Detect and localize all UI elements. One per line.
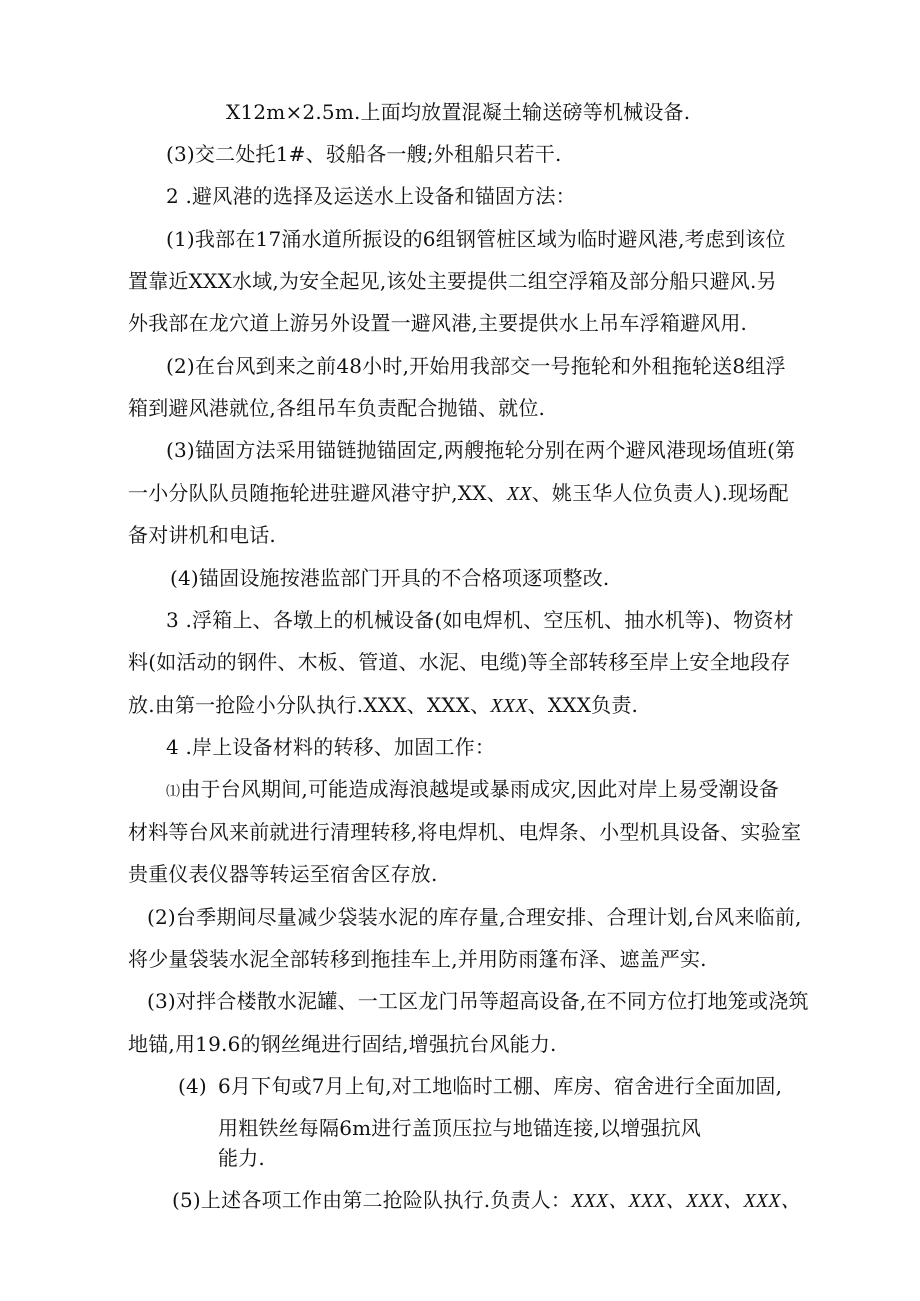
- text-run: (5)上述各项工作由第二抢险队执行.负责人：: [172, 1188, 572, 1212]
- section-heading: 4 .岸上设备材料的转移、加固工作：: [166, 735, 496, 759]
- text-run: 、XXX负责.: [527, 693, 639, 717]
- text-line: 用粗铁丝每隔6m进行盖顶压拉与地锚连接,以增强抗风: [218, 1116, 702, 1140]
- text-line: (2)在台风到来之前48小时,开始用我部交一号拖轮和外租拖轮送8组浮: [166, 354, 786, 378]
- text-line: 置靠近XXX水域,为安全起见,该处主要提供二组空浮箱及部分船只避风.另: [128, 269, 777, 293]
- text-line: [166, 775, 779, 806]
- text-run: 一小分队队员随拖轮进驻避风港守护,XX、: [128, 481, 507, 505]
- text-line: [172, 1186, 801, 1215]
- text-line: (3)锚固方法采用锚链抛锚固定,两艘拖轮分别在两个避风港现场值班(第: [166, 438, 796, 462]
- text-line: 将少量袋装水泥全部转移到拖挂车上,并用防雨篷布泽、遮盖严实.: [128, 947, 707, 971]
- text-line: (2)台季期间尽量减少袋装水泥的库存量,合理安排、合理计划,台风来临前,: [147, 905, 802, 929]
- text-line: [128, 479, 789, 508]
- list-marker: ⑴: [166, 784, 181, 800]
- text-line: 外我部在龙穴道上游另外设置一避风港,主要提供水上吊车浮箱避风用.: [128, 311, 748, 335]
- section-heading: 2 .避风港的选择及运送水上设备和锚固方法：: [166, 184, 576, 208]
- list-marker: (4): [178, 1074, 207, 1098]
- italic-name: XX: [506, 483, 532, 505]
- italic-names: XXX、XXX、XXX、XXX、: [571, 1190, 801, 1212]
- text-line: 备对讲机和电话.: [128, 523, 276, 547]
- text-line: 贵重仪表仪器等转运至宿舍区存放.: [128, 862, 438, 886]
- text-line: 能力.: [218, 1146, 265, 1170]
- text-line: [178, 1072, 782, 1100]
- text-line: 地锚,用19.6的钢丝绳进行固结,增强抗台风能力.: [128, 1032, 557, 1056]
- text-line: [128, 691, 638, 720]
- text-line: 材料等台风来前就进行清理转移,将电焊机、电焊条、小型机具设备、实验室: [128, 820, 802, 844]
- text-line: 箱到避风港就位,各组吊车负责配合抛锚、就位.: [128, 396, 546, 420]
- text-run: 6月下旬或7月上旬,对工地临时工棚、库房、宿舍进行全面加固,: [218, 1074, 783, 1098]
- italic-name: XXX: [490, 695, 528, 717]
- section-heading: 3 .浮箱上、各墩上的机械设备(如电焊机、空压机、抽水机等)、物资材: [166, 608, 794, 632]
- text-run: 、姚玉华人位负责人).现场配: [531, 481, 789, 505]
- text-line: X12m×2.5m.上面均放置混凝土输送磅等机械设备.: [226, 100, 691, 124]
- text-line: (3)对拌合楼散水泥罐、一工区龙门吊等超高设备,在不同方位打地笼或浇筑: [147, 989, 809, 1013]
- text-line: (3)交二处托1#、驳船各一艘;外租船只若干.: [166, 142, 562, 166]
- text-run: 由于台风期间,可能造成海浪越堤或暴雨成灾,因此对岸上易受潮设备: [180, 777, 780, 801]
- text-line: (4)锚固设施按港监部门开具的不合格项逐项整改.: [170, 566, 610, 590]
- text-line: (1)我部在17涌水道所振设的6组钢管桩区域为临时避风港,考虑到该位: [166, 227, 786, 251]
- text-line: 料(如活动的钢件、木板、管道、水泥、电缆)等全部转移至岸上安全地段存: [128, 650, 791, 674]
- text-run: 放.由第一抢险小分队执行.XXX、XXX、: [128, 693, 491, 717]
